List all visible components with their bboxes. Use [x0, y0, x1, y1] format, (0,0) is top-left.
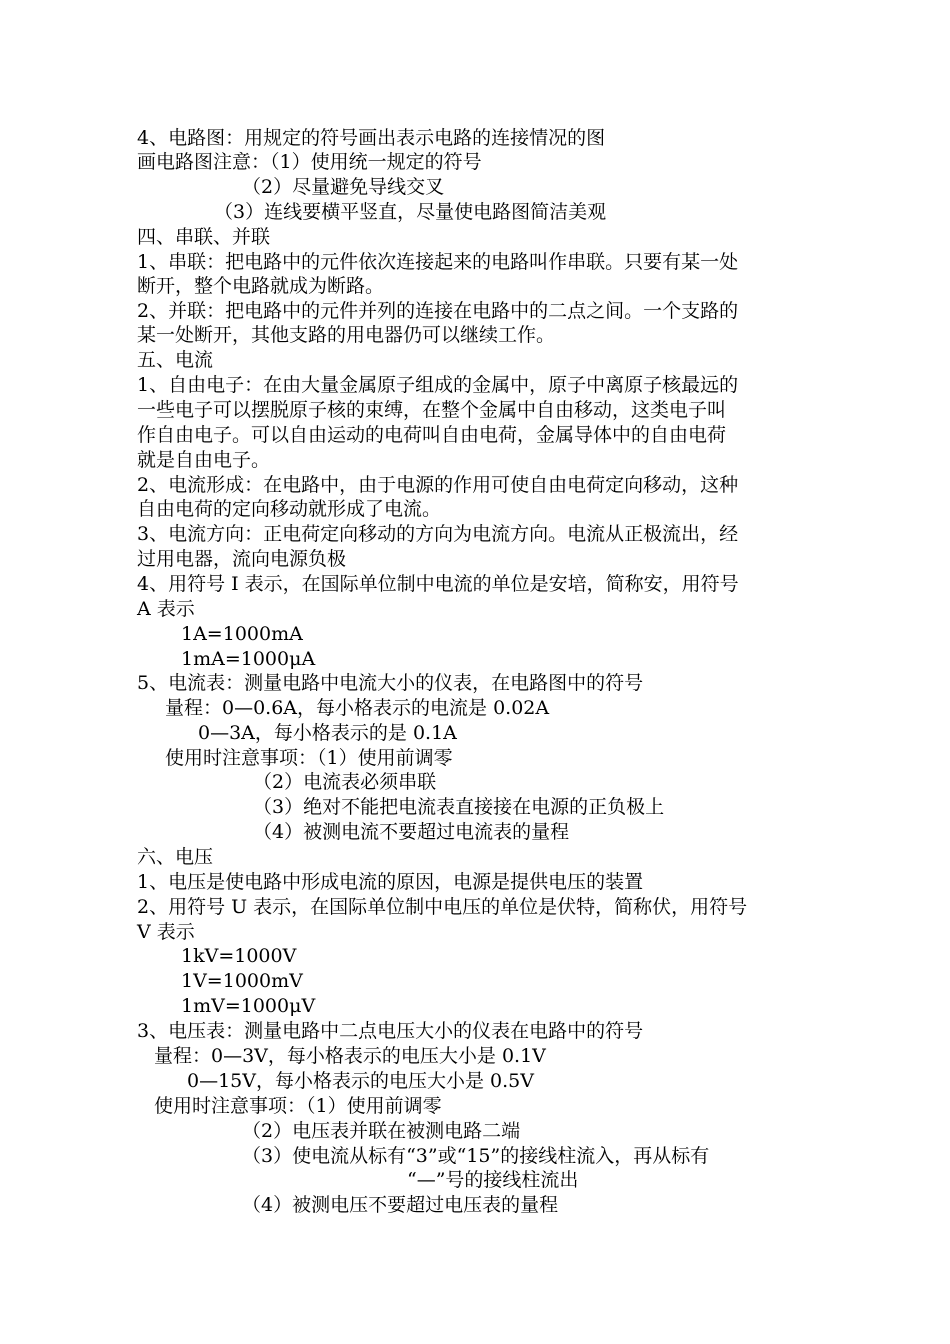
formula-line: 1mA=1000μA — [181, 648, 316, 670]
text-line: 某一处断开，其他支路的用电器仍可以继续工作。 — [137, 324, 556, 346]
section-heading: 四、串联、并联 — [137, 226, 271, 248]
text-line: 使用时注意事项：（1）使用前调零 — [165, 747, 453, 769]
section-heading: 六、电压 — [137, 846, 214, 868]
text-line: “—”号的接线柱流出 — [407, 1169, 579, 1191]
text-line: 1、串联：把电路中的元件依次连接起来的电路叫作串联。只要有某一处 — [137, 251, 739, 273]
text-line: 就是自由电子。 — [137, 449, 271, 471]
text-line: 使用时注意事项：（1）使用前调零 — [154, 1095, 442, 1117]
text-line: 量程：0—0.6A，每小格表示的电流是 0.02A — [165, 697, 550, 719]
text-line: 画电路图注意：（1）使用统一规定的符号 — [137, 151, 482, 173]
text-line: 3、电压表：测量电路中二点电压大小的仪表在电路中的符号 — [137, 1020, 644, 1042]
section-heading: 五、电流 — [137, 349, 214, 371]
text-line: 2、用符号 U 表示，在国际单位制中电压的单位是伏特，简称伏，用符号 — [137, 896, 748, 918]
text-line: 3、电流方向：正电荷定向移动的方向为电流方向。电流从正极流出，经 — [137, 523, 739, 545]
text-line: 1、电压是使电路中形成电流的原因，电源是提供电压的装置 — [137, 871, 644, 893]
formula-line: 1V=1000mV — [181, 970, 303, 992]
text-line: 作自由电子。可以自由运动的电荷叫自由电荷，金属导体中的自由电荷 — [137, 424, 727, 446]
text-line: 1、自由电子：在由大量金属原子组成的金属中，原子中离原子核最远的 — [137, 374, 739, 396]
text-line: （2）尽量避免导线交叉 — [242, 176, 445, 198]
text-line: 断开，整个电路就成为断路。 — [137, 275, 385, 297]
text-line: （2）电流表必须串联 — [253, 771, 437, 793]
text-line: 4、电路图：用规定的符号画出表示电路的连接情况的图 — [137, 127, 606, 149]
text-line: （4）被测电压不要超过电压表的量程 — [242, 1194, 559, 1216]
formula-line: 1kV=1000V — [181, 945, 297, 967]
text-line: 过用电器，流向电源负极 — [137, 548, 347, 570]
formula-line: 1A=1000mA — [181, 623, 303, 645]
text-line: （3）绝对不能把电流表直接接在电源的正负极上 — [253, 796, 665, 818]
text-line: A 表示 — [137, 598, 195, 620]
text-line: （4）被测电流不要超过电流表的量程 — [253, 821, 570, 843]
text-line: 量程：0—3V，每小格表示的电压大小是 0.1V — [154, 1045, 546, 1067]
text-line: 自由电荷的定向移动就形成了电流。 — [137, 498, 442, 520]
text-line: 2、电流形成：在电路中，由于电源的作用可使自由电荷定向移动，这种 — [137, 474, 739, 496]
text-line: 4、用符号 I 表示，在国际单位制中电流的单位是安培，简称安，用符号 — [137, 573, 739, 595]
text-line: V 表示 — [137, 921, 195, 943]
text-line: 0—15V，每小格表示的电压大小是 0.5V — [187, 1070, 534, 1092]
formula-line: 1mV=1000μV — [181, 995, 316, 1017]
text-line: （3）使电流从标有“3”或“15”的接线柱流入，再从标有 — [242, 1145, 710, 1167]
text-line: 5、电流表：测量电路中电流大小的仪表，在电路图中的符号 — [137, 672, 644, 694]
text-line: （2）电压表并联在被测电路二端 — [242, 1120, 521, 1142]
text-line: 0—3A，每小格表示的是 0.1A — [198, 722, 457, 744]
text-line: （3）连线要横平竖直，尽量使电路图简洁美观 — [214, 201, 607, 223]
text-line: 2、并联：把电路中的元件并列的连接在电路中的二点之间。一个支路的 — [137, 300, 739, 322]
text-line: 一些电子可以摆脱原子核的束缚，在整个金属中自由移动，这类电子叫 — [137, 399, 727, 421]
